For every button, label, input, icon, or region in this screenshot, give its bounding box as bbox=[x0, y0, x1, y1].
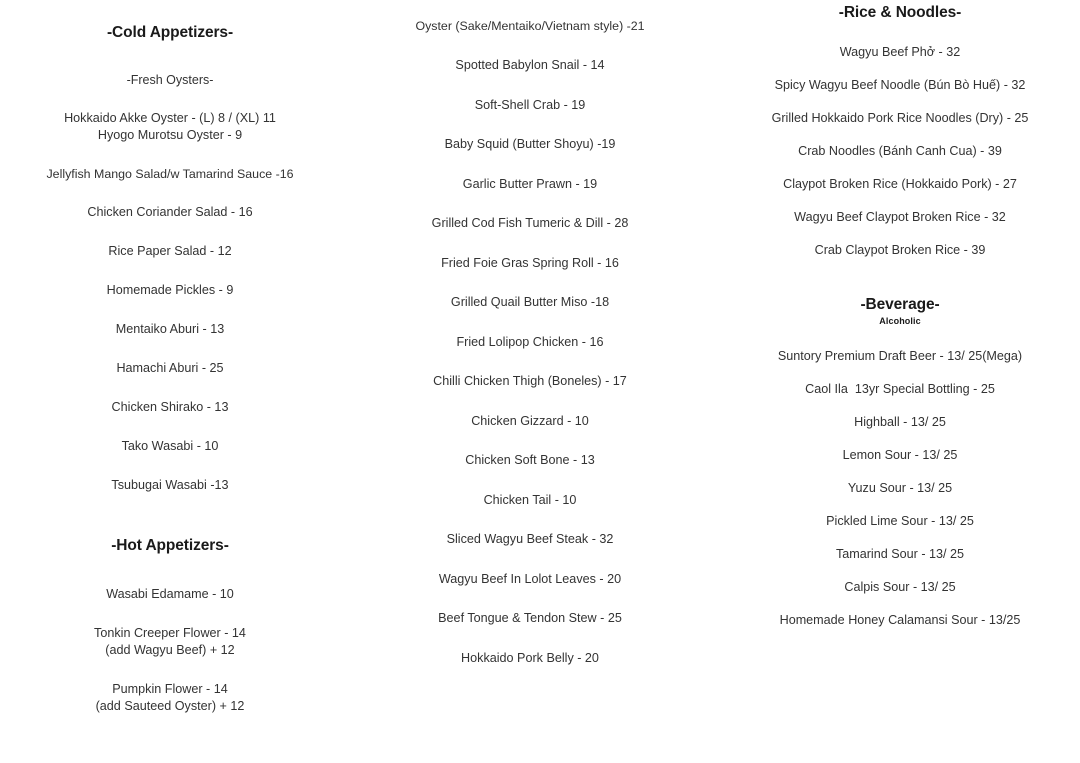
beverage-list bbox=[720, 348, 1080, 629]
menu-item: Chicken Shirako - 13 bbox=[111, 400, 229, 415]
menu-item: Rice Paper Salad - 12 bbox=[108, 244, 232, 259]
menu-item: Calpis Sour - 13/ 25 bbox=[844, 579, 956, 594]
spacer bbox=[0, 556, 340, 586]
menu-item: Wasabi Edamame - 10 bbox=[106, 586, 234, 601]
section-header-hot-appetizers: -Hot Appetizers- bbox=[111, 537, 229, 555]
menu-item: Pickled Lime Sour - 13/ 25 bbox=[826, 513, 974, 528]
menu-column-right bbox=[720, 0, 1080, 645]
menu-item: Claypot Broken Rice (Hokkaido Pork) - 27 bbox=[783, 176, 1017, 191]
spacer bbox=[0, 516, 340, 537]
menu-item: Chilli Chicken Thigh (Boneles) - 17 bbox=[433, 374, 627, 389]
menu-item: Garlic Butter Prawn - 19 bbox=[462, 176, 598, 191]
menu-item: Chicken Coriander Salad - 16 bbox=[87, 205, 253, 220]
menu-item: Homemade Pickles - 9 bbox=[106, 283, 234, 298]
menu-item: Wagyu Beef Claypot Broken Rice - 32 bbox=[794, 209, 1006, 224]
menu-item: Homemade Honey Calamansi Sour - 13/25 bbox=[779, 612, 1021, 627]
menu-item: Chicken Tail - 10 bbox=[483, 492, 577, 507]
menu-item: Tsubugai Wasabi -13 bbox=[111, 478, 229, 493]
section-header-rice-and-noodles: -Rice & Noodles- bbox=[838, 4, 962, 21]
menu-item: Yuzu Sour - 13/ 25 bbox=[847, 480, 953, 495]
subsection-label-fresh-oysters: -Fresh Oysters- bbox=[126, 72, 214, 87]
menu-item: Spotted Babylon Snail - 14 bbox=[455, 58, 605, 73]
menu-item: Spicy Wagyu Beef Noodle (Bún Bò Huế) - 32 bbox=[774, 77, 1026, 92]
spacer bbox=[720, 327, 1080, 348]
spacer bbox=[720, 23, 1080, 44]
menu-item: Caol Ila 13yr Special Bottling - 25 bbox=[805, 381, 995, 396]
menu-column-left bbox=[0, 0, 340, 737]
menu-item: Soft-Shell Crab - 19 bbox=[474, 97, 586, 112]
section-header-cold-appetizers: -Cold Appetizers- bbox=[106, 24, 234, 41]
rice-and-noodles-list bbox=[720, 44, 1080, 259]
menu-item: Grilled Quail Butter Miso -18 bbox=[450, 295, 610, 310]
menu-item: Grilled Hokkaido Pork Rice Noodles (Dry) - 25 bbox=[771, 110, 1029, 125]
menu-item: Grilled Cod Fish Tumeric & Dill - 28 bbox=[431, 216, 629, 231]
menu-item-modifier: (add Sauteed Oyster) + 12 bbox=[95, 698, 245, 713]
menu-item: Hokkaido Akke Oyster - (L) 8 / (XL) 11 bbox=[64, 110, 276, 125]
menu-item: Chicken Gizzard - 10 bbox=[471, 413, 589, 428]
menu-item: Hyogo Murotsu Oyster - 9 bbox=[97, 127, 243, 142]
menu-item: Wagyu Beef Phở - 32 bbox=[839, 44, 961, 59]
menu-item: Tamarind Sour - 13/ 25 bbox=[835, 546, 965, 561]
hot-appetizers-list bbox=[0, 586, 340, 715]
menu-item: Chicken Soft Bone - 13 bbox=[465, 453, 595, 468]
menu-item: Suntory Premium Draft Beer - 13/ 25(Mega) bbox=[777, 348, 1023, 363]
menu-item: Mentaiko Aburi - 13 bbox=[115, 322, 225, 337]
cold-appetizers-list bbox=[0, 73, 340, 495]
menu-item: Pumpkin Flower - 14 bbox=[112, 681, 228, 696]
mains-list bbox=[340, 18, 720, 667]
menu-item: Crab Claypot Broken Rice - 39 bbox=[814, 242, 986, 257]
menu-item-modifier: (add Wagyu Beef) + 12 bbox=[105, 642, 235, 657]
menu-item: Jellyfish Mango Salad/w Tamarind Sauce -16 bbox=[46, 166, 294, 181]
menu-item: Hokkaido Pork Belly - 20 bbox=[461, 650, 599, 665]
menu-item: Tako Wasabi - 10 bbox=[121, 439, 219, 454]
menu-item: Fried Foie Gras Spring Roll - 16 bbox=[441, 255, 619, 270]
spacer bbox=[720, 275, 1080, 296]
menu-item: Wagyu Beef In Lolot Leaves - 20 bbox=[438, 571, 622, 586]
spacer bbox=[0, 43, 340, 73]
menu-item: Sliced Wagyu Beef Steak - 32 bbox=[446, 532, 614, 547]
menu-column-middle bbox=[340, 0, 720, 689]
menu-item: Tonkin Creeper Flower - 14 bbox=[94, 625, 246, 640]
menu-item: Baby Squid (Butter Shoyu) -19 bbox=[444, 137, 616, 152]
menu-item: Hamachi Aburi - 25 bbox=[116, 361, 224, 376]
menu-item: Beef Tongue & Tendon Stew - 25 bbox=[438, 611, 622, 626]
menu-item: Highball - 13/ 25 bbox=[854, 414, 946, 429]
section-header-beverage: -Beverage- bbox=[860, 295, 940, 313]
menu-item: Oyster (Sake/Mentaiko/Vietnam style) -21 bbox=[415, 19, 645, 33]
menu-item: Crab Noodles (Bánh Canh Cua) - 39 bbox=[798, 143, 1002, 158]
menu-item: Lemon Sour - 13/ 25 bbox=[842, 447, 958, 462]
section-subheader-alcoholic: Alcoholic bbox=[879, 316, 921, 327]
menu-item: Fried Lolipop Chicken - 16 bbox=[456, 334, 604, 349]
